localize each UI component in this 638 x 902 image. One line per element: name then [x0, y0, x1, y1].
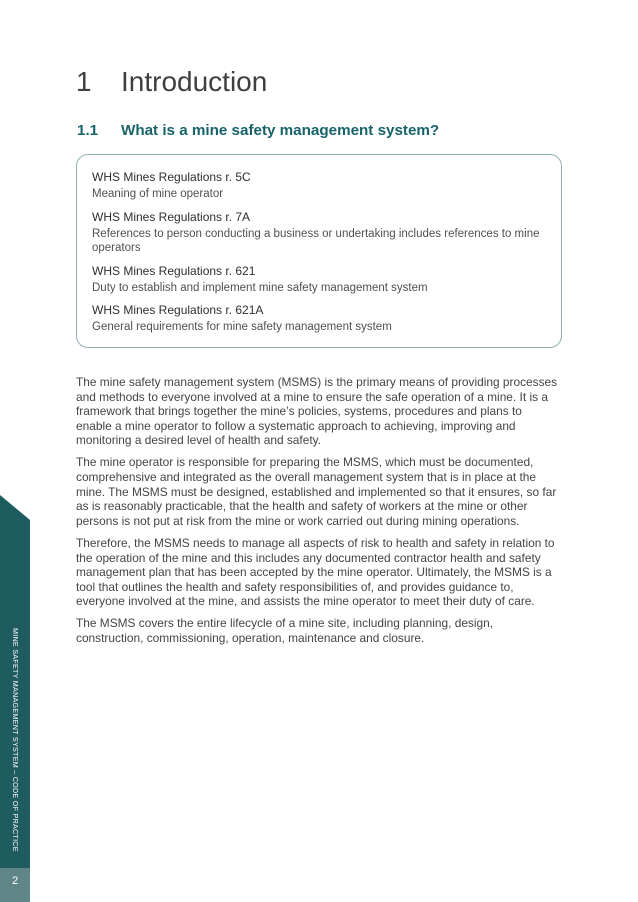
regulation-item: [92, 209, 545, 256]
sidebar-document-title: MINE SAFETY MANAGEMENT SYSTEM – CODE OF PRACTICE: [11, 628, 20, 852]
body-paragraph: Therefore, the MSMS needs to manage all aspects of risk to health and safety in relation to the operation of the mine and this includes any documented contractor health and safety management plan that has been accepted by the mine operator. Ultimately, the MSMS is a tool that outlines the health and safety responsibilities of, and provides guidance to, everyone involved at the mine, and assists the mine operator to meet their duty of care.: [76, 535, 555, 609]
page-number: 2: [0, 868, 30, 902]
regulation-reference: WHS Mines Regulations r. 5C: [92, 170, 251, 184]
body-paragraph: The mine operator is responsible for preparing the MSMS, which must be documented, comprehensive and integrated as the overall management system that is in place at the mine. The MSMS must be designed, established and implemented so that it ensures, so far as is reasonably practicable, that the health and safety of workers at the mine or other persons is not put at risk from the mine or work carried out during mining operations.: [76, 455, 557, 528]
body-paragraph: The MSMS covers the entire lifecycle of a mine site, including planning, design, construction, commissioning, operation, maintenance and closure.: [76, 616, 494, 645]
section-heading: [77, 122, 439, 139]
regulation-item: [92, 169, 545, 202]
section-number: 1.1: [77, 122, 99, 139]
chapter-heading: [76, 66, 267, 98]
chapter-number: 1: [76, 66, 92, 97]
regulation-item: [92, 302, 545, 335]
regulation-reference: WHS Mines Regulations r. 621A: [92, 303, 264, 317]
body-text: [76, 375, 560, 653]
regulation-description: Duty to establish and implement mine safety management system: [92, 281, 428, 294]
regulation-reference: WHS Mines Regulations r. 7A: [92, 209, 251, 224]
section-title: What is a mine safety management system?: [121, 122, 440, 139]
regulation-description: References to person conducting a business or undertaking includes references to mine operators: [92, 227, 540, 254]
regulations-callout-box: [76, 154, 562, 348]
regulation-description: General requirements for mine safety management system: [92, 321, 392, 333]
body-paragraph: The mine safety management system (MSMS) is the primary means of providing processes and methods to everyone involved at a mine to ensure the safe operation of a mine. It is a framework that brings together the mine’s policies, systems, procedures and plans to enable a mine operator to follow a systematic approach to achieving, improving and monitoring a desired level of health and safety.: [76, 375, 558, 448]
regulation-item: [92, 263, 545, 296]
regulation-description: Meaning of mine operator: [92, 188, 224, 200]
regulation-reference: WHS Mines Regulations r. 621: [92, 263, 256, 278]
chapter-title: Introduction: [121, 66, 268, 97]
